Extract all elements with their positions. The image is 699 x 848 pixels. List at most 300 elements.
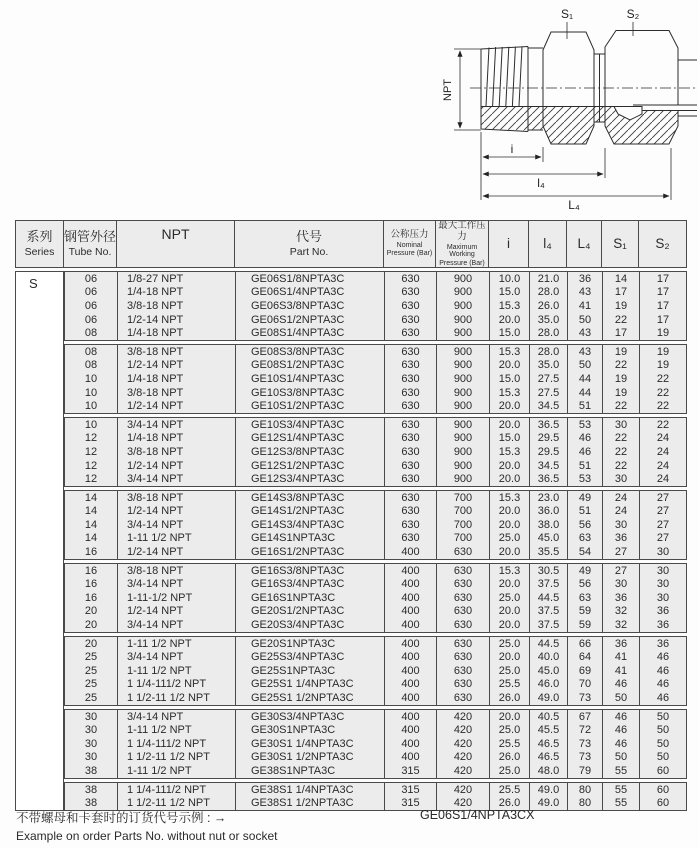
cell-max: 700 xyxy=(437,491,490,505)
cell-s2: 27 xyxy=(656,518,670,531)
cell-L4: 53 xyxy=(568,418,603,432)
cell-max: 630 xyxy=(437,691,490,705)
cell-s1: 30 xyxy=(603,472,640,486)
cell-tube: 06 xyxy=(65,313,118,327)
table-row xyxy=(65,491,686,505)
cell-l4: 44.5 xyxy=(530,591,568,605)
cell-nominal: 630 xyxy=(385,345,437,359)
cell-s2: 60 xyxy=(656,797,670,810)
cell-nominal: 400 xyxy=(385,637,437,651)
cell-s1: 55 xyxy=(603,783,640,797)
cell-l4: 40.5 xyxy=(530,710,568,724)
cell-max: 630 xyxy=(437,564,490,578)
cell-l4: 46.5 xyxy=(530,751,568,765)
cell-i: 15.3 xyxy=(490,386,530,400)
cell-max: 700 xyxy=(437,518,490,532)
table-row xyxy=(65,618,686,632)
cell-nominal: 630 xyxy=(385,505,437,519)
cell-tube: 30 xyxy=(65,710,118,724)
table-row xyxy=(65,472,686,486)
cell-part: GE14S3/4NPTA3C xyxy=(236,518,385,532)
header-part xyxy=(235,221,384,267)
table-row xyxy=(65,299,686,313)
cell-s2: 46 xyxy=(656,664,670,677)
cell-l4: 37.5 xyxy=(530,605,568,619)
cell-part: GE20S3/4NPTA3C xyxy=(236,618,385,632)
cell-max: 900 xyxy=(437,459,490,473)
table-row xyxy=(65,637,686,651)
header-series-en: Series xyxy=(24,245,55,258)
table-group xyxy=(64,563,687,633)
header-npt xyxy=(117,221,235,267)
table-group xyxy=(64,271,687,341)
cell-l4: 26.0 xyxy=(530,299,568,313)
cell-tube: 14 xyxy=(65,518,118,532)
cell-l4: 48.0 xyxy=(530,764,568,778)
cell-s1: 46 xyxy=(603,723,640,737)
cell-s2: 36 xyxy=(656,605,670,618)
table-row xyxy=(65,532,686,546)
cell-i: 20.0 xyxy=(490,472,530,486)
cell-nominal: 630 xyxy=(385,299,437,313)
cell-npt: 3/4-14 NPT xyxy=(118,710,236,724)
cell-tube: 10 xyxy=(65,399,118,413)
cell-s2: 50 xyxy=(656,737,670,750)
label-l4: l₄ xyxy=(537,176,545,190)
cell-L4: 69 xyxy=(568,664,603,678)
cell-s2: 27 xyxy=(656,491,670,504)
cell-tube: 20 xyxy=(65,618,118,632)
cell-part: GE10S1/2NPTA3C xyxy=(236,399,385,413)
cell-part: GE38S1NPTA3C xyxy=(236,764,385,778)
cell-npt: 3/8-18 NPT xyxy=(118,491,236,505)
series-cell xyxy=(15,271,64,811)
header-L4 xyxy=(567,221,602,267)
cell-s2: 27 xyxy=(656,532,670,545)
cell-s1: 24 xyxy=(603,505,640,519)
cell-part: GE30S3/4NPTA3C xyxy=(236,710,385,724)
cell-s2: 50 xyxy=(656,751,670,764)
cell-s1: 22 xyxy=(603,399,640,413)
cell-s2: 46 xyxy=(656,678,670,691)
cell-tube: 25 xyxy=(65,664,118,678)
cell-s1: 19 xyxy=(603,386,640,400)
header-i-label: i xyxy=(507,236,510,252)
cell-part: GE25S1NPTA3C xyxy=(236,664,385,678)
cell-npt: 3/8-18 NPT xyxy=(118,564,236,578)
cell-L4: 50 xyxy=(568,359,603,373)
cell-nominal: 400 xyxy=(385,691,437,705)
cell-nominal: 400 xyxy=(385,591,437,605)
cell-l4: 28.0 xyxy=(530,345,568,359)
cell-part: GE16S1NPTA3C xyxy=(236,591,385,605)
table-row xyxy=(65,751,686,765)
dim-npt xyxy=(454,49,481,130)
cell-nominal: 630 xyxy=(385,372,437,386)
table-group xyxy=(64,417,687,487)
cell-nominal: 400 xyxy=(385,664,437,678)
cell-npt: 3/4-14 NPT xyxy=(118,472,236,486)
cell-part: GE12S1/4NPTA3C xyxy=(236,432,385,446)
header-s1-label: S₁ xyxy=(613,236,627,252)
cell-L4: 51 xyxy=(568,505,603,519)
cell-tube: 20 xyxy=(65,637,118,651)
cell-s2: 30 xyxy=(656,578,670,591)
cell-s2: 19 xyxy=(656,327,670,340)
cell-max: 630 xyxy=(437,577,490,591)
cell-nominal: 630 xyxy=(385,399,437,413)
cell-tube: 12 xyxy=(65,459,118,473)
cell-l4: 36.5 xyxy=(530,418,568,432)
cell-tube: 12 xyxy=(65,472,118,486)
cell-s1: 46 xyxy=(603,678,640,692)
cell-npt: 3/8-18 NPT xyxy=(118,345,236,359)
table-row xyxy=(65,432,686,446)
cell-nominal: 400 xyxy=(385,737,437,751)
cell-max: 900 xyxy=(437,326,490,340)
cell-L4: 59 xyxy=(568,605,603,619)
cell-tube: 08 xyxy=(65,345,118,359)
table-row xyxy=(65,764,686,778)
header-part-en: Part No. xyxy=(289,245,329,258)
cell-i: 20.0 xyxy=(490,710,530,724)
cell-npt: 3/8-18 NPT xyxy=(118,445,236,459)
cell-l4: 34.5 xyxy=(530,459,568,473)
cell-tube: 38 xyxy=(65,796,118,810)
cell-tube: 20 xyxy=(65,605,118,619)
cell-tube: 16 xyxy=(65,545,118,559)
table-row xyxy=(65,272,686,286)
cell-s1: 36 xyxy=(603,591,640,605)
header-max-pressure xyxy=(436,221,489,267)
fitting-drawing-svg xyxy=(428,2,697,213)
cell-s1: 32 xyxy=(603,605,640,619)
cell-part: GE10S3/4NPTA3C xyxy=(236,418,385,432)
series-value: S xyxy=(29,276,38,291)
header-nominal-en2: Pressure (Bar) xyxy=(386,250,433,258)
cell-i: 20.0 xyxy=(490,618,530,632)
cell-max: 630 xyxy=(437,545,490,559)
cell-L4: 46 xyxy=(568,432,603,446)
cell-L4: 43 xyxy=(568,326,603,340)
cell-npt: 1/4-18 NPT xyxy=(118,286,236,300)
cell-l4: 45.0 xyxy=(530,664,568,678)
cell-max: 900 xyxy=(437,286,490,300)
cell-i: 25.5 xyxy=(490,678,530,692)
cell-i: 20.0 xyxy=(490,545,530,559)
cell-npt: 3/4-14 NPT xyxy=(118,618,236,632)
cell-L4: 73 xyxy=(568,751,603,765)
header-max-zh: 最大工作压力 xyxy=(438,221,486,242)
cell-npt: 1/8-27 NPT xyxy=(118,272,236,286)
cell-s1: 19 xyxy=(603,299,640,313)
cell-nominal: 400 xyxy=(385,545,437,559)
cell-l4: 45.0 xyxy=(530,532,568,546)
cell-s1: 46 xyxy=(603,737,640,751)
cell-max: 630 xyxy=(437,591,490,605)
cell-s1: 30 xyxy=(603,418,640,432)
cell-i: 25.5 xyxy=(490,737,530,751)
cell-s2: 17 xyxy=(656,286,670,299)
cell-i: 26.0 xyxy=(490,691,530,705)
cell-s2: 50 xyxy=(656,710,670,723)
cell-i: 15.0 xyxy=(490,432,530,446)
cell-max: 900 xyxy=(437,372,490,386)
cell-nominal: 400 xyxy=(385,678,437,692)
header-s2 xyxy=(639,221,686,267)
cell-nominal: 315 xyxy=(385,783,437,797)
header-L4-label: L₄ xyxy=(577,236,591,252)
table-row xyxy=(65,345,686,359)
cell-s1: 50 xyxy=(603,751,640,765)
label-npt: NPT xyxy=(442,79,454,101)
cell-npt: 3/4-14 NPT xyxy=(118,650,236,664)
cell-part: GE14S1NPTA3C xyxy=(236,532,385,546)
cell-s1: 19 xyxy=(603,345,640,359)
cell-nominal: 630 xyxy=(385,313,437,327)
cell-npt: 1 1/4-111/2 NPT xyxy=(118,678,236,692)
table-body xyxy=(15,268,687,811)
cell-npt: 1 1/4-111/2 NPT xyxy=(118,737,236,751)
cell-l4: 38.0 xyxy=(530,518,568,532)
cell-npt: 1/4-18 NPT xyxy=(118,432,236,446)
cell-L4: 73 xyxy=(568,691,603,705)
cell-npt: 1-11 1/2 NPT xyxy=(118,637,236,651)
header-series-zh: 系列 xyxy=(26,229,53,244)
order-note-en: Example on order Parts No. without nut or socket xyxy=(16,829,278,843)
cell-max: 420 xyxy=(437,796,490,810)
cell-L4: 51 xyxy=(568,459,603,473)
table-row xyxy=(65,577,686,591)
cell-s1: 17 xyxy=(603,286,640,300)
cell-part: GE16S3/4NPTA3C xyxy=(236,577,385,591)
fitting-drawing xyxy=(428,2,697,213)
cell-npt: 1 1/2-11 1/2 NPT xyxy=(118,691,236,705)
cell-L4: 63 xyxy=(568,532,603,546)
table-row xyxy=(65,286,686,300)
cell-s2: 22 xyxy=(656,400,670,413)
cell-part: GE08S1/2NPTA3C xyxy=(236,359,385,373)
cell-max: 630 xyxy=(437,618,490,632)
cell-tube: 25 xyxy=(65,650,118,664)
header-max-en1: Maximum Working xyxy=(446,243,478,259)
header-nominal-pressure xyxy=(384,221,436,267)
header-l4 xyxy=(529,221,567,267)
cell-nominal: 400 xyxy=(385,605,437,619)
header-l4-label: l₄ xyxy=(543,236,552,252)
header-npt-label: NPT xyxy=(161,226,190,242)
table-row xyxy=(65,518,686,532)
cell-L4: 46 xyxy=(568,445,603,459)
cell-part: GE12S3/8NPTA3C xyxy=(236,445,385,459)
cell-npt: 1-11 1/2 NPT xyxy=(118,532,236,546)
cell-part: GE20S1/2NPTA3C xyxy=(236,605,385,619)
cell-tube: 25 xyxy=(65,678,118,692)
table-row xyxy=(65,783,686,797)
cell-tube: 14 xyxy=(65,505,118,519)
cell-L4: 63 xyxy=(568,591,603,605)
cell-i: 20.0 xyxy=(490,399,530,413)
table-row xyxy=(65,591,686,605)
cell-max: 900 xyxy=(437,299,490,313)
cell-tube: 10 xyxy=(65,372,118,386)
cell-s2: 22 xyxy=(656,372,670,385)
cell-s2: 24 xyxy=(656,473,670,486)
cell-max: 700 xyxy=(437,532,490,546)
cell-L4: 54 xyxy=(568,545,603,559)
cell-npt: 1/2-14 NPT xyxy=(118,459,236,473)
header-tube-en: Tube No. xyxy=(68,245,112,258)
cell-part: GE25S1 1/4NPTA3C xyxy=(236,678,385,692)
cell-s1: 22 xyxy=(603,432,640,446)
cell-L4: 43 xyxy=(568,345,603,359)
cell-nominal: 400 xyxy=(385,723,437,737)
header-tube xyxy=(64,221,117,267)
cell-L4: 51 xyxy=(568,399,603,413)
cell-i: 20.0 xyxy=(490,605,530,619)
cell-nominal: 630 xyxy=(385,359,437,373)
cell-l4: 28.0 xyxy=(530,326,568,340)
cell-L4: 64 xyxy=(568,650,603,664)
header-nominal-zh: 公称压力 xyxy=(390,229,429,241)
table-row xyxy=(65,418,686,432)
cell-npt: 1/2-14 NPT xyxy=(118,545,236,559)
table-header xyxy=(15,220,687,268)
table-row xyxy=(65,723,686,737)
header-s1 xyxy=(602,221,639,267)
cell-part: GE25S3/4NPTA3C xyxy=(236,650,385,664)
table-row xyxy=(65,678,686,692)
cell-L4: 44 xyxy=(568,372,603,386)
cell-tube: 06 xyxy=(65,286,118,300)
cell-l4: 35.5 xyxy=(530,545,568,559)
cell-max: 900 xyxy=(437,418,490,432)
header-part-zh: 代号 xyxy=(295,229,322,244)
cell-npt: 3/8-18 NPT xyxy=(118,299,236,313)
cell-tube: 10 xyxy=(65,386,118,400)
header-tube-zh: 钢管外径 xyxy=(64,229,117,244)
cell-i: 25.0 xyxy=(490,664,530,678)
header-series xyxy=(16,221,64,267)
cell-npt: 1 1/4-111/2 NPT xyxy=(118,783,236,797)
cell-tube: 14 xyxy=(65,491,118,505)
cell-nominal: 630 xyxy=(385,491,437,505)
cell-npt: 1/2-14 NPT xyxy=(118,505,236,519)
cell-max: 900 xyxy=(437,445,490,459)
cell-L4: 56 xyxy=(568,577,603,591)
cell-s1: 36 xyxy=(603,637,640,651)
cell-i: 20.0 xyxy=(490,313,530,327)
table-row xyxy=(65,564,686,578)
cell-nominal: 630 xyxy=(385,432,437,446)
cell-nominal: 400 xyxy=(385,577,437,591)
header-nominal-en1: Nominal xyxy=(396,242,423,250)
cell-max: 630 xyxy=(437,664,490,678)
cell-s1: 41 xyxy=(603,650,640,664)
cell-max: 630 xyxy=(437,637,490,651)
cell-L4: 44 xyxy=(568,386,603,400)
cell-tube: 10 xyxy=(65,418,118,432)
cell-nominal: 630 xyxy=(385,272,437,286)
cell-part: GE25S1 1/2NPTA3C xyxy=(236,691,385,705)
cell-max: 900 xyxy=(437,432,490,446)
cell-nominal: 630 xyxy=(385,472,437,486)
label-s2: S₂ xyxy=(626,7,640,21)
cell-tube: 38 xyxy=(65,764,118,778)
cell-l4: 37.5 xyxy=(530,618,568,632)
table-row xyxy=(65,313,686,327)
cell-s2: 17 xyxy=(656,299,670,312)
cell-l4: 27.5 xyxy=(530,372,568,386)
cell-max: 420 xyxy=(437,710,490,724)
cell-i: 25.0 xyxy=(490,637,530,651)
cell-npt: 1/4-18 NPT xyxy=(118,372,236,386)
cell-i: 26.0 xyxy=(490,751,530,765)
cell-part: GE10S1/4NPTA3C xyxy=(236,372,385,386)
cell-part: GE06S1/2NPTA3C xyxy=(236,313,385,327)
table-group xyxy=(64,709,687,779)
cell-l4: 49.0 xyxy=(530,783,568,797)
table-row xyxy=(65,359,686,373)
cell-s2: 46 xyxy=(656,692,670,705)
cell-l4: 21.0 xyxy=(530,272,568,286)
cell-s1: 27 xyxy=(603,564,640,578)
cell-nominal: 630 xyxy=(385,518,437,532)
cell-nominal: 315 xyxy=(385,796,437,810)
cell-nominal: 315 xyxy=(385,764,437,778)
cell-s2: 60 xyxy=(656,783,670,796)
cell-l4: 40.0 xyxy=(530,650,568,664)
example-part-no: GE06S1/4NPTA3CX xyxy=(420,808,535,822)
cell-max: 900 xyxy=(437,386,490,400)
cell-max: 900 xyxy=(437,472,490,486)
cell-tube: 12 xyxy=(65,445,118,459)
footer-line1 xyxy=(16,808,685,826)
cell-i: 20.0 xyxy=(490,577,530,591)
cell-l4: 49.0 xyxy=(530,796,568,810)
cell-l4: 44.5 xyxy=(530,637,568,651)
table-row xyxy=(65,445,686,459)
cell-s1: 22 xyxy=(603,459,640,473)
cell-L4: 53 xyxy=(568,472,603,486)
cell-npt: 1-11 1/2 NPT xyxy=(118,764,236,778)
header-i xyxy=(489,221,529,267)
cell-part: GE06S3/8NPTA3C xyxy=(236,299,385,313)
cell-max: 420 xyxy=(437,783,490,797)
cell-tube: 30 xyxy=(65,723,118,737)
cell-max: 630 xyxy=(437,605,490,619)
cell-part: GE10S3/8NPTA3C xyxy=(236,386,385,400)
cell-nominal: 400 xyxy=(385,650,437,664)
cell-part: GE30S1 1/4NPTA3C xyxy=(236,737,385,751)
cell-npt: 3/8-18 NPT xyxy=(118,386,236,400)
cell-s2: 30 xyxy=(656,564,670,577)
cell-i: 20.0 xyxy=(490,459,530,473)
cell-part: GE08S1/4NPTA3C xyxy=(236,326,385,340)
cell-tube: 38 xyxy=(65,783,118,797)
cell-s1: 22 xyxy=(603,313,640,327)
cell-s1: 17 xyxy=(603,326,640,340)
cell-max: 900 xyxy=(437,359,490,373)
cell-tube: 14 xyxy=(65,532,118,546)
cell-s2: 19 xyxy=(656,345,670,358)
cell-s2: 36 xyxy=(656,637,670,650)
cell-part: GE08S3/8NPTA3C xyxy=(236,345,385,359)
cell-l4: 23.0 xyxy=(530,491,568,505)
cell-s1: 32 xyxy=(603,618,640,632)
cell-L4: 56 xyxy=(568,518,603,532)
cell-l4: 30.5 xyxy=(530,564,568,578)
